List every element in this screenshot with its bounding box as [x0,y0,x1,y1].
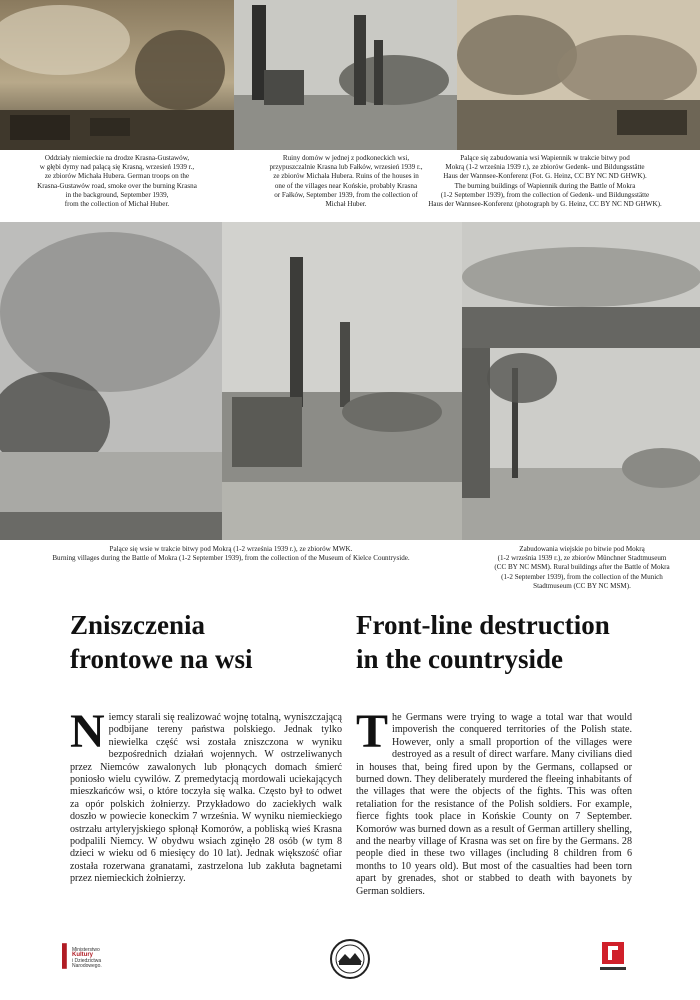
body-text-pl [70,705,342,886]
caption-burning-wapiennik: Palące się zabudowania wsi Wapiennik w trakcie bitwy pod Mokrą (1-2 września 1939 r.), ze zbiorów Gedenk- und Bildungsstätte Haus der Wannsee-Konferenz (Fot. G. Heinz, CC BY NC ND GHWK). The burning buildings of Wapiennik during the Battle of Mokra (1-2 September 1939), from the collection of Gedenk- und Bildungsstätte Haus der Wannsee-Konferenz (photograph by G. Heinz, CC BY NC ND GHWK). [428,154,662,209]
caption-rural-buildings-after-battle: Zabudowania wiejskie po bitwie pod Mokrą (1-2 września 1939 r.), ze zbiorów Münchner Stadtmuseum (CC BY NC MSM). Rural buildings after the Battle of Mokra (1-2 September 1939), from the collection of the Munich Stadtmuseum (CC BY NC MSM). [494,545,670,590]
ministry-line1: Ministerstwo [72,946,100,953]
photo-burning-wapiennik [457,0,700,150]
page-title-pl: Zniszczenia frontowe na wsi [70,610,253,674]
ministry-logo-text [72,942,122,970]
photo-ruins-houses [234,0,457,150]
ministry-line2: Kultury [72,952,93,959]
ministry-logo [62,940,122,972]
photo-burning-villages-mokra [0,222,222,540]
caption-ruins-houses: Ruiny domów w jednej z podkoneckich wsi, przypuszczalnie Krasna lub Fałków, wrzesień 1939 r., ze zbiorów Michała Hubera. Ruins of the houses in one of the villages near Końskie, probably Krasna or Fałków, September 1939, from the collection of Michał Huber. [269,154,423,209]
photo-burning-field [462,222,700,348]
dropcap-pl: N [70,705,105,758]
partner-emblem-icon [598,940,628,974]
photo-rural-buildings-after-battle [462,348,700,540]
ministry-line3: i Dziedzictwa [72,957,102,964]
photo-ruined-village-street [222,222,462,540]
caption-german-troops-road: Oddziały niemieckie na drodze Krasna-Gustawów, w głębi dymy nad palącą się Krasną, wrzesień 1939 r., ze zbiorów Michała Hubera. German troops on the Krasna-Gustawów road, smoke over the burning Krasna in the background, September 1939, from the collection of Michał Huber. [37,154,197,209]
partner-logo [598,940,628,974]
body-paragraph-pl: iemcy starali się realizować wojnę totalną, wyniszczającą podbijane tereny państwa polskiego. Jednak tylko niewielka część wsi została zniszczona w wyniku bezpośrednich działań wojennych. W ostrzeliwanych przez Niemców zawalonych lub płonących domach śmierć poniosło wielu cywilów. Z premedytacją mordowali uciekających mieszkańców wsi, o które toczyła się walka. Często był to odwet za opór polskich żołnierzy. Przykładowo do zaciekłych walk doszło w powiecie koneckim 7 września. W wyniku niemieckiego ostrzału artyleryjskiego spłonął Komorów, a pobliską wieś Krasna podpalili Niemcy. W obydwu wsiach zginęło 28 osób (w tym 8 dzieci w wieku od 6 miesięcy do 10 lat). Jednak większość ofiar została rozerwana granatami, zastrzelona lub zakłuta bagnetami przez niemieckich żołnierzy. [70,712,342,885]
body-paragraph-en: he Germans were trying to wage a total war that would impoverish the conquered territories of the Polish state. However, only a small proportion of the villages were destroyed as a result of direct warfare. Many civilians died in houses that, being fired upon by the Germans, collapsed or burned down. They deliberately murdered the fleeing inhabitants of the villages that were the objects of the fights. This was often retaliation for the resistance of the Polish soldiers. For example, fierce fights took place in Końskie County on 7 September. Komorów was burned down as a result of German artillery shelling, and the nearby village of Krasna was set on fire by the Germans. 28 people died in these two villages (including 8 children from 6 months to 10 years old). But most of the casualties had been torn apart by grenades, shot or stabbed to death with bayonets by German soldiers. [356,712,632,897]
museum-seal-logo [329,938,371,980]
dropcap-en: T [356,705,389,758]
ministry-emblem-icon [62,940,70,972]
seal-icon [329,938,371,980]
caption-burning-villages-mokra: Palące się wsie w trakcie bitwy pod Mokrą (1-2 września 1939 r.), ze zbiorów MWK. Burning villages during the Battle of Mokra (1-2 September 1939), from the collection of the Museum of Kielce Countryside. [52,545,410,563]
body-text-en [356,705,632,898]
page-title-en: Front-line destruction in the countryside [356,610,610,674]
photo-german-troops-road [0,0,234,150]
ministry-line4: Narodowego. [72,963,102,970]
